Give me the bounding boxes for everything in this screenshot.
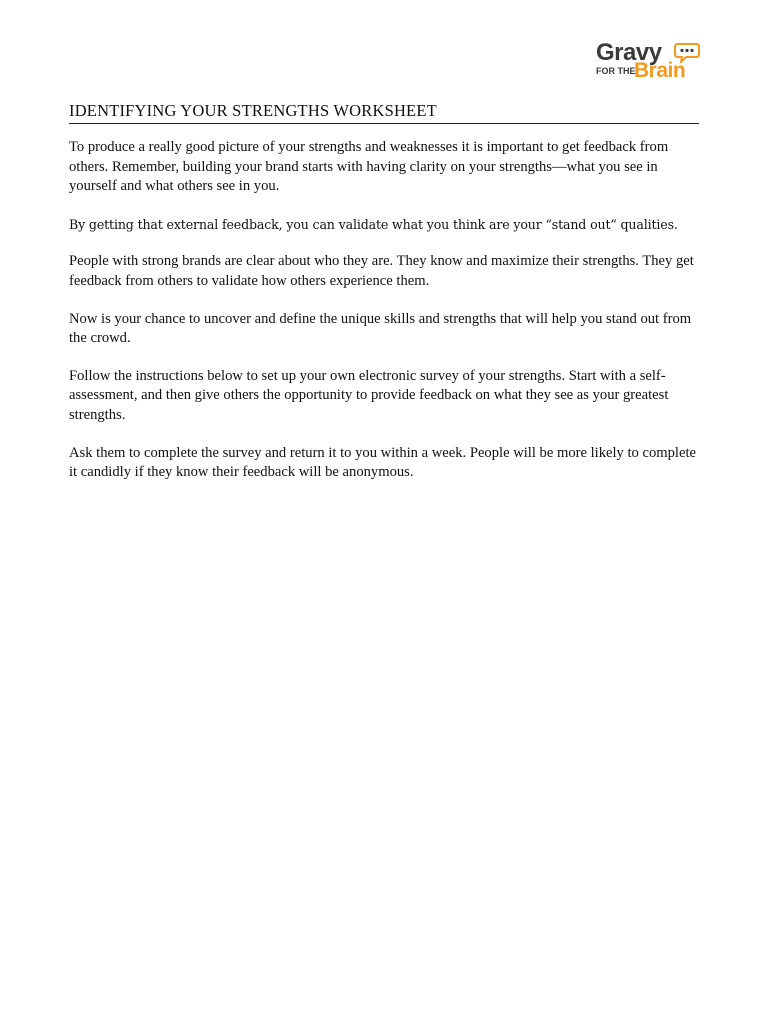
- logo-word-for-the: FOR THE: [596, 66, 636, 76]
- paragraph-strong-brands: People with strong brands are clear about who they are. They know and maximize their strengths. They get feedback from others to validate how others experience them.: [69, 253, 694, 289]
- paragraph-complete-survey: Ask them to complete the survey and return it to you within a week. People will be more likely to complete it candidly if they know their feedback will be anonymous.: [69, 444, 696, 481]
- paragraph-instructions: Follow the instructions below to set up your own electronic survey of your strengths. Start with a self-assessment, and then give others the opportunity to provide feedback on what they see as your greatest strengths.: [69, 367, 669, 423]
- logo-word-brain: Brain: [634, 59, 686, 82]
- worksheet-title: IDENTIFYING YOUR STRENGTHS WORKSHEET: [69, 101, 699, 124]
- speech-bubble-icon: [674, 43, 700, 63]
- logo-word-gravy: Gravy: [596, 39, 662, 66]
- worksheet-body: [69, 138, 705, 501]
- gravy-for-the-brain-logo: [594, 40, 704, 84]
- paragraph-your-chance: Now is your chance to uncover and define the unique skills and strengths that will help you stand out from the crowd.: [69, 310, 692, 347]
- paragraph-feedback-intro: To produce a really good picture of your strengths and weaknesses it is important to get feedback from others. Remember, building your brand starts with having clarity on your strengths—what you see in yourself and what others see in you.: [69, 139, 669, 195]
- paragraph-external-feedback: By getting that external feedback, you can validate what you think are your “stand out” qualities.: [69, 216, 678, 232]
